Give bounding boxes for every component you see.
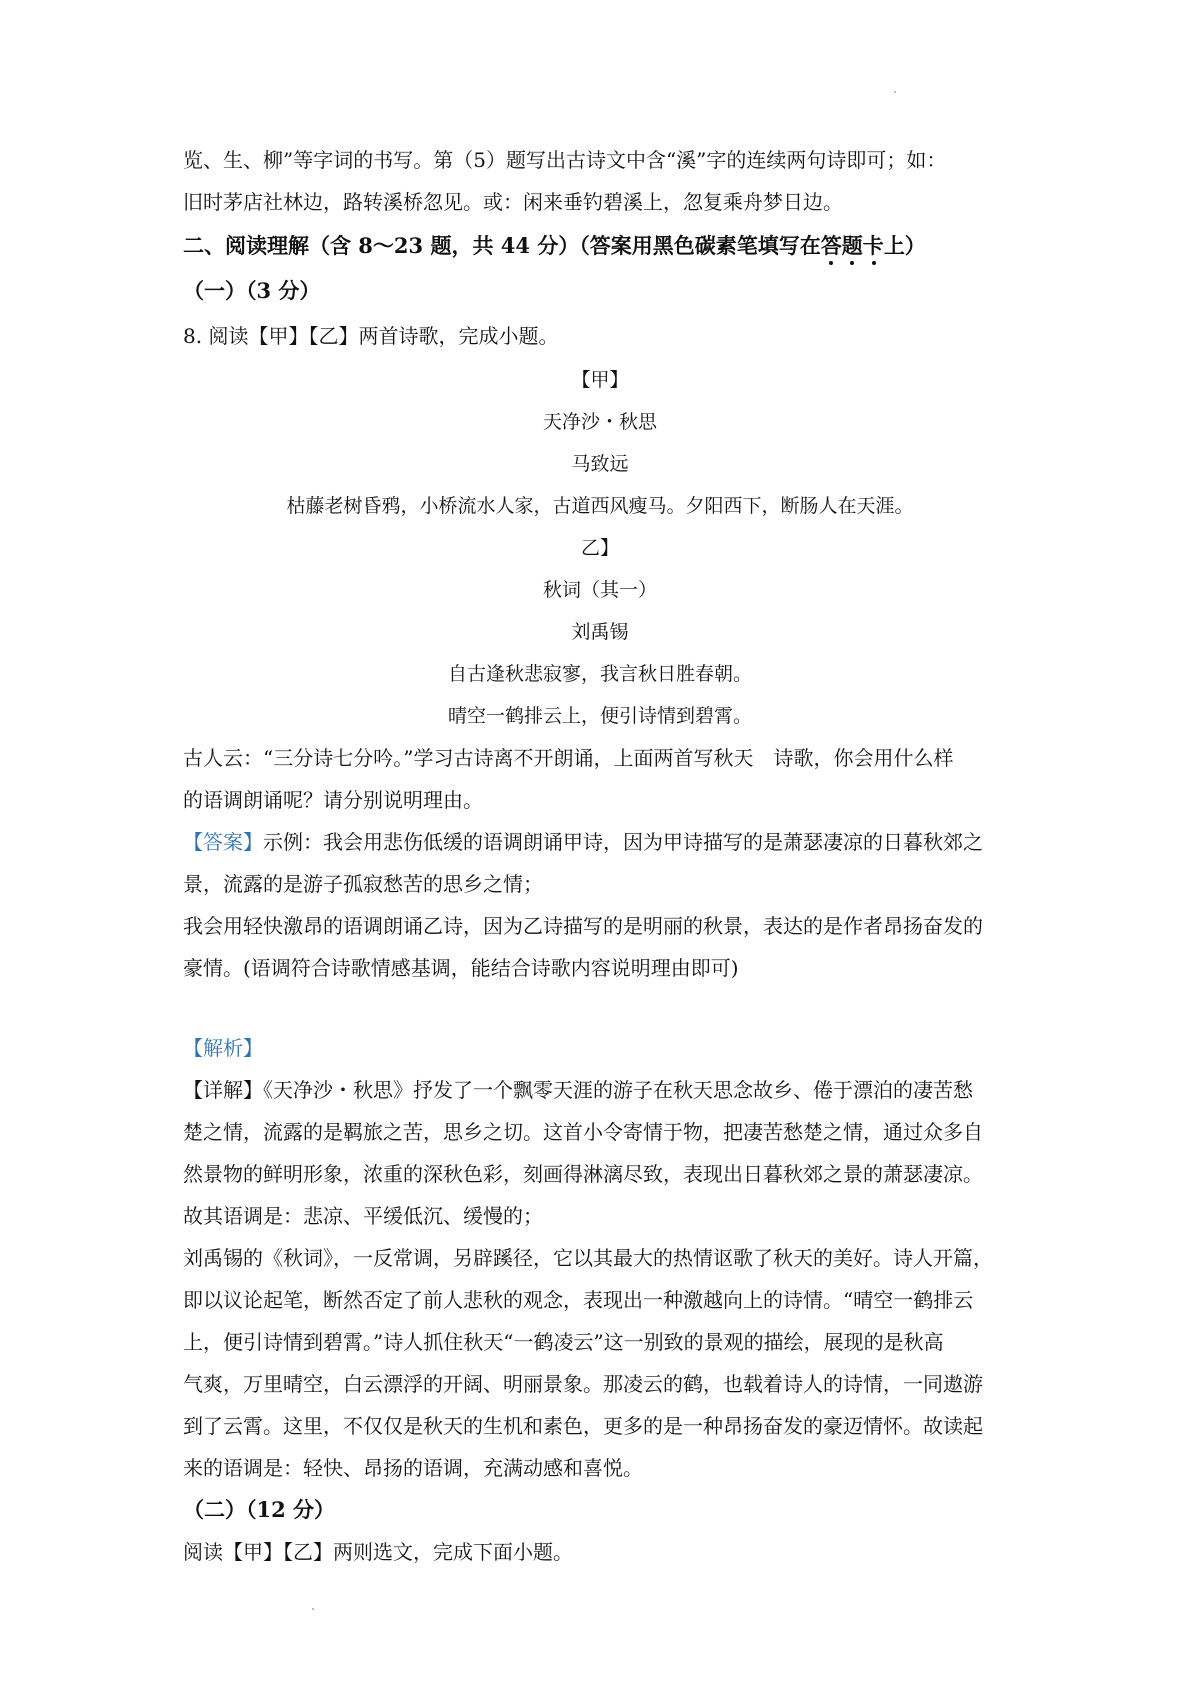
answer-line: 豪情。(语调符合诗歌情感基调，能结合诗歌内容说明理由即可)	[183, 956, 739, 980]
answer-line	[183, 828, 1033, 856]
answer-line: 景，流露的是游子孤寂愁苦的思乡之情；	[183, 872, 543, 896]
poem-b-tag: 乙】	[580, 537, 619, 559]
question-text: 的语调朗诵呢？请分别说明理由。	[183, 788, 483, 812]
answer-line: 我会用轻快激昂的语调朗诵乙诗，因为乙诗描写的是明丽的秋景，表达的是作者昂扬奋发的	[183, 914, 983, 938]
emphasis-dot	[872, 261, 876, 265]
poem-b-author: 刘禹锡	[571, 621, 629, 643]
analysis-line: 气爽，万里晴空，白云漂浮的开阔、明丽景象。那凌云的鹤，也载着诗人的诗情，一同遨游	[183, 1372, 983, 1396]
analysis-line: 然景物的鲜明形象，浓重的深秋色彩，刻画得淋漓尽致，表现出日暮秋郊之景的萧瑟凄凉。	[183, 1162, 983, 1186]
poem-a-title: 天净沙・秋思	[542, 411, 657, 433]
emphasized-text: 答题卡	[820, 233, 884, 258]
question-text: 古人云：“三分诗七分吟。”学习古诗离不开朗诵，上面两首写秋天 诗歌，你会用什么样	[183, 746, 954, 770]
scan-speck-top	[894, 91, 896, 93]
part-heading: （二）（12 分）	[183, 1497, 336, 1522]
analysis-line: 刘禹锡的《秋词》，一反常调，另辟蹊径，它以其最大的热情讴歌了秋天的美好。诗人开篇，	[183, 1246, 993, 1270]
emphasized-answer-card	[821, 233, 884, 258]
analysis-line: 上，便引诗情到碧霄。”诗人抓住秋天“一鹤凌云”这一别致的景观的描绘，展现的是秋高	[183, 1330, 944, 1354]
poem-a-text: 枯藤老树昏鸦，小桥流水人家，古道西风瘦马。夕阳西下，断肠人在天涯。	[286, 495, 914, 517]
part-intro: 阅读【甲】【乙】两则选文，完成下面小题。	[183, 1540, 573, 1564]
part-heading: （一）（3 分）	[183, 278, 321, 303]
analysis-line: 到了云霄。这里，不仅仅是秋天的生机和素色，更多的是一种昂扬奋发的豪迈情怀。故读起	[183, 1414, 983, 1438]
emphasis-dot	[850, 261, 854, 265]
poem-a-tag: 【甲】	[571, 369, 629, 391]
text-line: 旧时茅店社林边，路转溪桥忽见。或：闲来垂钓碧溪上，忽复乘舟梦日边。	[183, 190, 843, 214]
question-intro: 8. 阅读【甲】【乙】两首诗歌，完成小题。	[183, 324, 559, 348]
poem-b-title: 秋词（其一）	[542, 579, 657, 601]
poem-a-author: 马致远	[571, 453, 629, 475]
analysis-label: 【解析】	[183, 1036, 263, 1060]
analysis-line: 【详解】《天净沙・秋思》抒发了一个飘零天涯的游子在秋天思念故乡、倦于漂泊的凄苦愁	[183, 1078, 973, 1102]
section-heading-pre: 二、阅读理解（含 8～23 题，共 44 分）（答案用黑色碳素笔填写在	[183, 233, 821, 258]
answer-text: 示例：我会用悲伤低缓的语调朗诵甲诗，因为甲诗描写的是萧瑟凄凉的日暮秋郊之	[263, 830, 983, 854]
poem-b-line: 自古逢秋悲寂寥，我言秋日胜春朝。	[447, 663, 752, 685]
analysis-line: 故其语调是：悲凉、平缓低沉、缓慢的；	[183, 1204, 543, 1228]
emphasis-dot	[829, 261, 833, 265]
analysis-line: 即以议论起笔，断然否定了前人悲秋的观念，表现出一种激越向上的诗情。“晴空一鹤排云	[183, 1288, 974, 1312]
poem-b-line: 晴空一鹤排云上，便引诗情到碧霄。	[447, 705, 752, 727]
section-heading	[183, 232, 1033, 260]
analysis-line: 楚之情，流露的是羁旅之苦，思乡之切。这首小令寄情于物，把凄苦愁楚之情，通过众多自	[183, 1120, 983, 1144]
scan-speck-bottom	[312, 1608, 314, 1610]
analysis-line: 来的语调是：轻快、昂扬的语调，充满动感和喜悦。	[183, 1456, 643, 1480]
answer-label: 【答案】	[183, 830, 263, 854]
text-line: 览、生、柳”等字词的书写。第（5）题写出古诗文中含“溪”字的连续两句诗即可；如：	[183, 148, 947, 172]
section-heading-post: 上）	[883, 233, 926, 258]
